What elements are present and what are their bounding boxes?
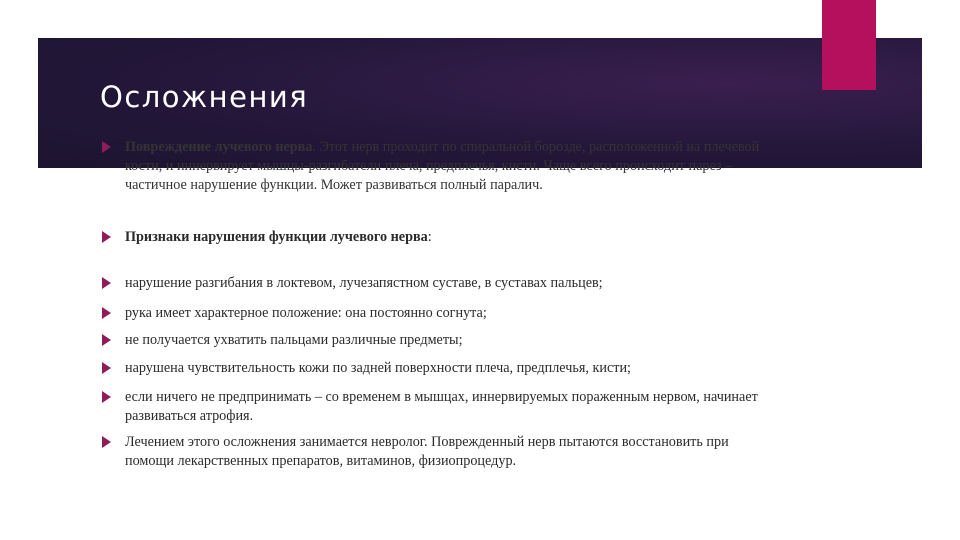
bullet-lead: Повреждение лучевого нерва	[125, 139, 313, 155]
bullet-item	[102, 359, 762, 378]
right-triangle-icon	[102, 334, 111, 346]
bullet-text: рука имеет характерное положение: она постоянно согнута;	[125, 305, 487, 321]
bullet-text: нарушена чувствительность кожи по задней поверхности плеча, предплечья, кисти;	[125, 360, 631, 376]
bullet-item	[102, 388, 762, 426]
bullet-text	[125, 138, 762, 195]
bullet-item	[102, 304, 762, 323]
right-triangle-icon	[102, 277, 111, 289]
accent-bar	[822, 0, 876, 90]
right-triangle-icon	[102, 436, 111, 448]
bullet-text: если ничего не предпринимать – со временем в мышцах, иннервируемых пораженным нервом, начинает развиваться атрофия.	[125, 389, 758, 424]
slide-title: Осложнения	[100, 80, 309, 114]
bullet-item	[102, 274, 762, 293]
right-triangle-icon	[102, 141, 111, 153]
bullet-item	[102, 228, 762, 247]
bullet-text: нарушение разгибания в локтевом, лучезапястном суставе, в суставах пальцев;	[125, 275, 603, 291]
right-triangle-icon	[102, 391, 111, 403]
bullet-text	[125, 228, 762, 247]
bullet-item	[102, 331, 762, 350]
bullet-lead: Признаки нарушения функции лучевого нерва	[125, 229, 428, 245]
bullet-item	[102, 433, 762, 471]
bullet-body: :	[427, 229, 432, 245]
bullet-text: Лечением этого осложнения занимается невролог. Поврежденный нерв пытаются восстановить при помощи лекарственных препаратов, витаминов, физиопроцедур.	[125, 434, 729, 469]
right-triangle-icon	[102, 307, 111, 319]
right-triangle-icon	[102, 231, 111, 243]
bullet-item	[102, 138, 762, 195]
right-triangle-icon	[102, 362, 111, 374]
bullet-body: . Этот нерв проходит по спиральной борозде, расположенной на плечевой кости, и иннервирует мышцы-разгибатели плеча, предплечья, кисти. Чаще всего происходит парез – частичное нарушение функции. Может развиваться полный паралич.	[125, 139, 760, 193]
bullet-text: не получается ухватить пальцами различные предметы;	[125, 332, 463, 348]
